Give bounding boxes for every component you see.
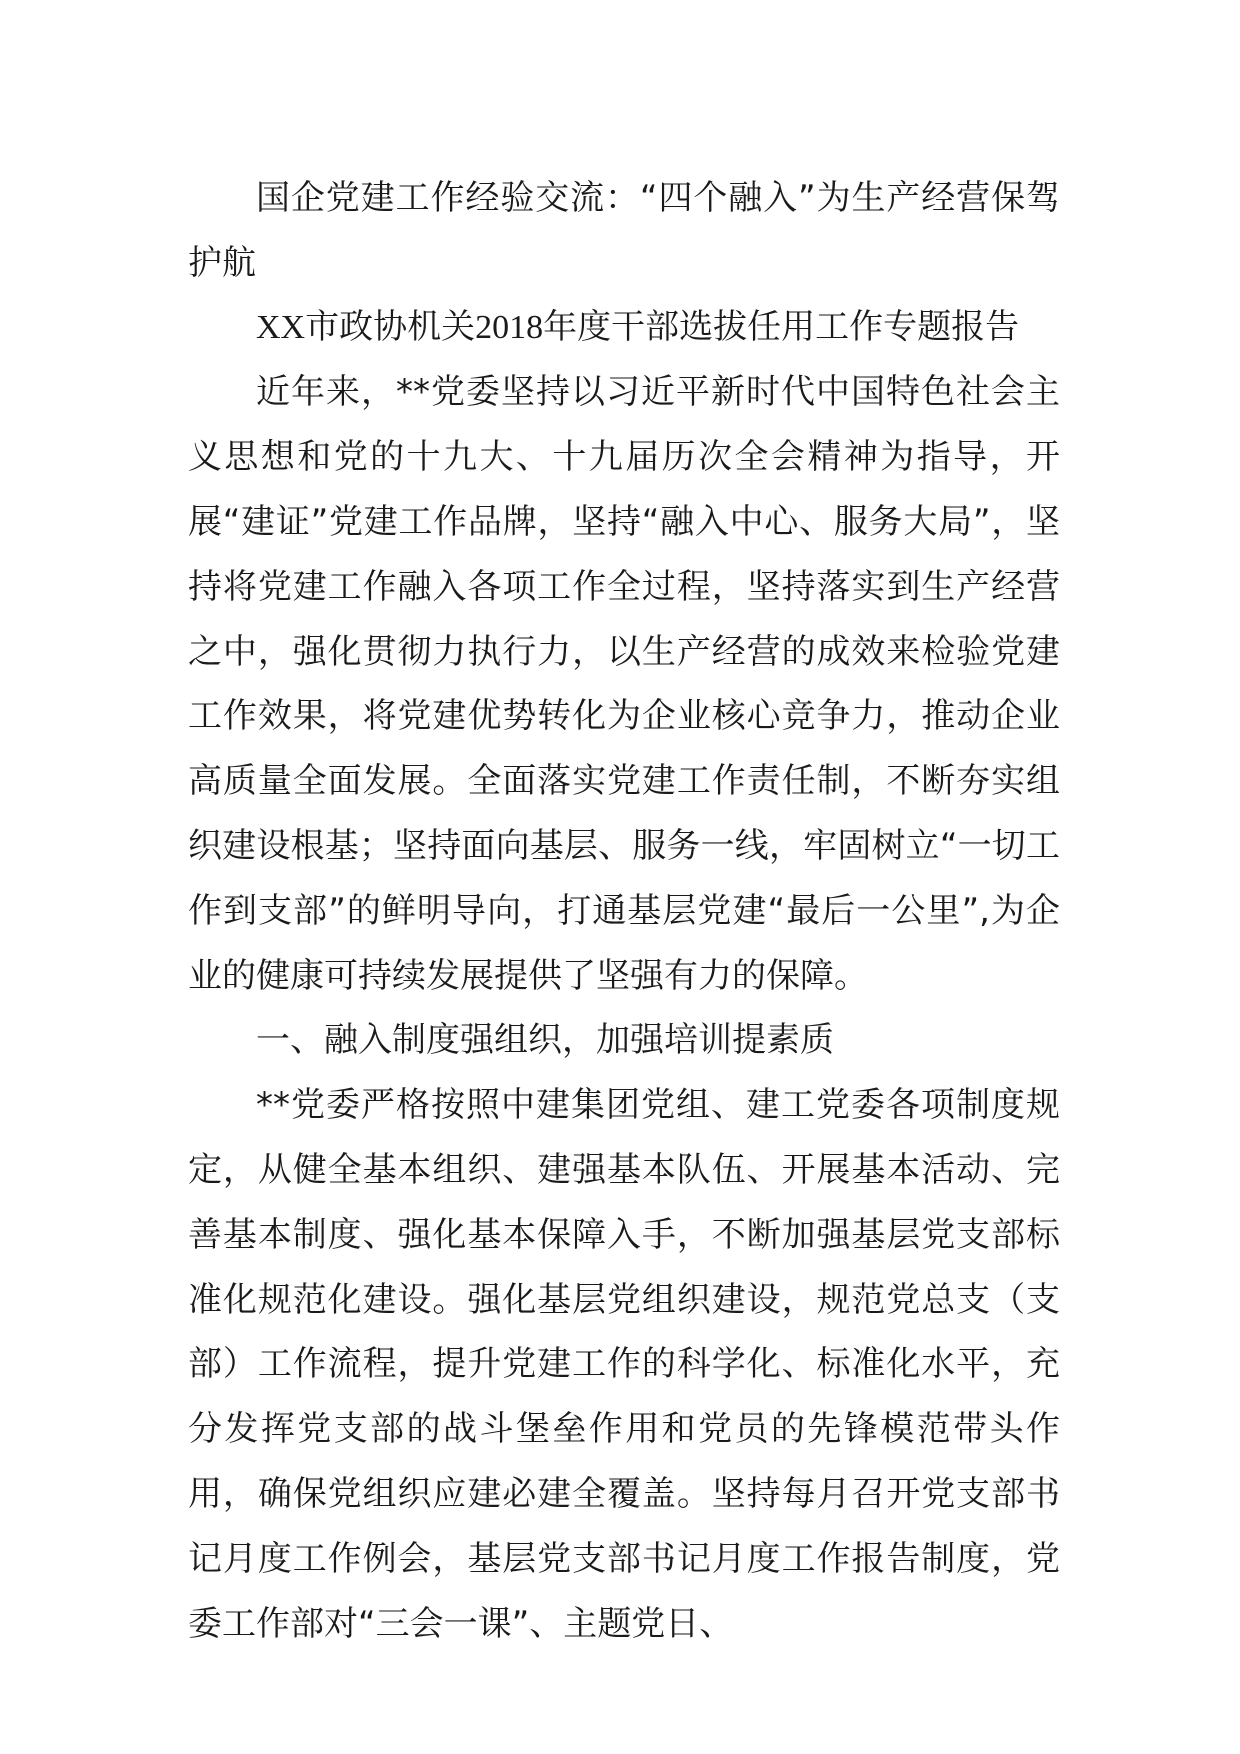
document-body: [188, 166, 1060, 1656]
document-title: 国企党建工作经验交流：“四个融入”为生产经营保驾护航: [188, 178, 1060, 283]
section-heading-1: 一、融入制度强组织，加强培训提素质: [256, 1020, 834, 1061]
paragraph-intro: 近年来，**党委坚持以习近平新时代中国特色社会主义思想和党的十九大、十九届历次全会精神为指导，开展“建证”党建工作品牌，坚持“融入中心、服务大局”，坚持将党建工作融入各项工作全过程，坚持落实到生产经营之中，强化贯彻力执行力，以生产经营的成效来检验党建工作效果，将党建优势转化为企业核心竞争力，推动企业高质量全面发展。全面落实党建工作责任制，不断夯实组织建设根基；坚持面向基层、服务一线，牢固树立“一切工作到支部”的鲜明导向，打通基层党建“最后一公里”,为企业的健康可持续发展提供了坚强有力的保障。: [188, 372, 1060, 996]
paragraph-section-1: **党委严格按照中建集团党组、建工党委各项制度规定，从健全基本组织、建强基本队伍、开展基本活动、完善基本制度、强化基本保障入手，不断加强基层党支部标准化规范化建设。强化基层党组织建设，规范党总支（支部）工作流程，提升党建工作的科学化、标准化水平，充分发挥党支部的战斗堡垒作用和党员的先锋模范带头作用，确保党组织应建必建全覆盖。坚持每月召开党支部书记月度工作例会，基层党支部书记月度工作报告制度，党委工作部对“三会一课”、主题党日、: [188, 1085, 1060, 1644]
document-subtitle: XX市政协机关2018年度干部选拔任用工作专题报告: [256, 308, 1020, 346]
